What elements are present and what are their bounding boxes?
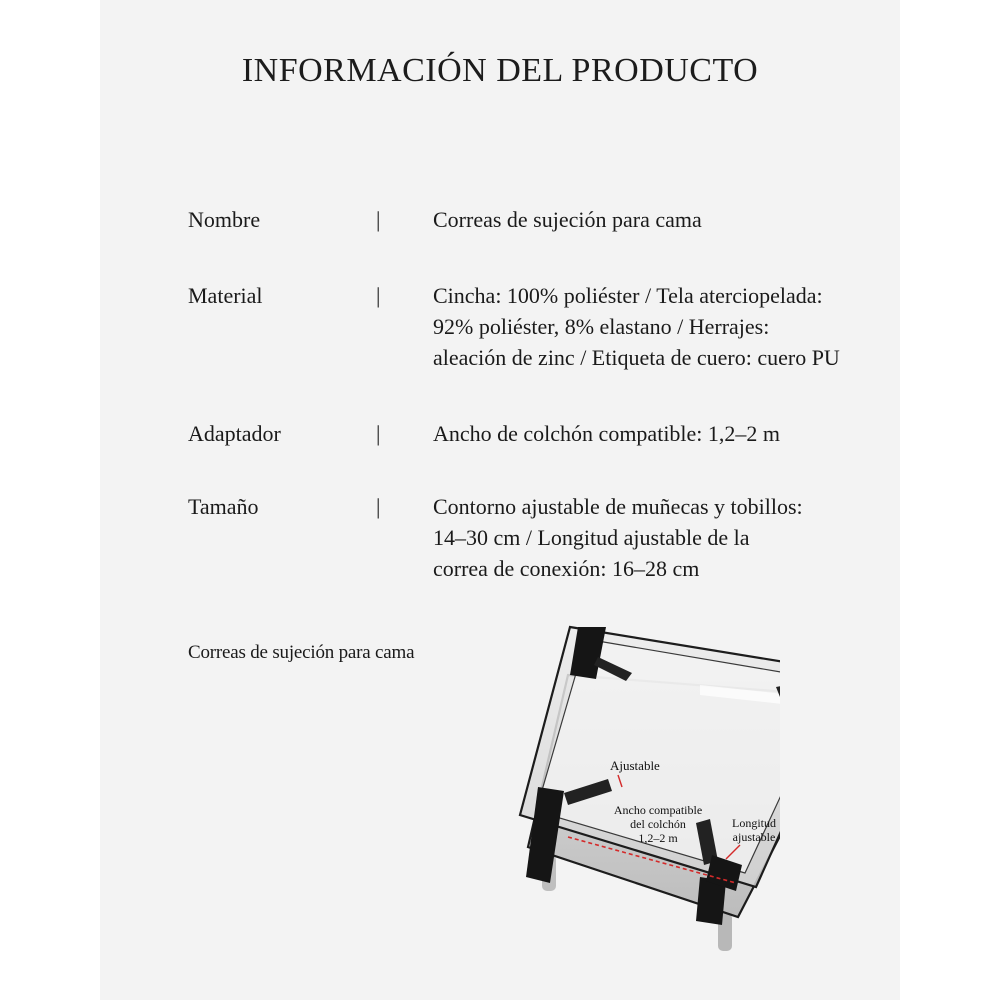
row-value-line: 14–30 cm / Longitud ajustable de la [433, 525, 750, 550]
row-value [433, 280, 873, 373]
row-label: Adaptador [188, 421, 281, 446]
row-value-line: 92% poliéster, 8% elastano / Herrajes: [433, 314, 770, 339]
row-value-line: Cincha: 100% poliéster / Tela aterciopelada: [433, 283, 823, 308]
illustration-caption: Correas de sujeción para cama [188, 642, 415, 663]
label-width-line1: Ancho compatible [613, 803, 703, 817]
row-value-line: correa de conexión: 16–28 cm [433, 556, 700, 581]
bed-restraint-illustration [400, 615, 780, 965]
row-value [433, 491, 873, 584]
row-separator: | [376, 207, 381, 232]
row-value-line: Contorno ajustable de muñecas y tobillos: [433, 494, 803, 519]
row-value-line: Ancho de colchón compatible: 1,2–2 m [433, 421, 781, 446]
label-length-line1: Longitud [732, 816, 776, 830]
label-adjustable: Ajustable [610, 758, 660, 773]
row-label: Material [188, 283, 263, 308]
row-value-line: aleación de zinc / Etiqueta de cuero: cuero PU [433, 345, 840, 370]
product-info-page [100, 0, 900, 1000]
label-width-line2: del colchón [630, 817, 686, 831]
row-value [433, 204, 873, 235]
label-width-line3: 1,2–2 m [638, 831, 678, 845]
row-label: Nombre [188, 207, 261, 232]
row-label: Tamaño [188, 494, 259, 519]
page-title: INFORMACIÓN DEL PRODUCTO [241, 52, 759, 89]
label-length-line2: ajustable [732, 830, 776, 844]
row-separator: | [376, 494, 381, 519]
row-separator: | [376, 283, 381, 308]
row-value [433, 418, 873, 449]
row-separator: | [376, 421, 381, 446]
row-value-line: Correas de sujeción para cama [433, 207, 702, 232]
